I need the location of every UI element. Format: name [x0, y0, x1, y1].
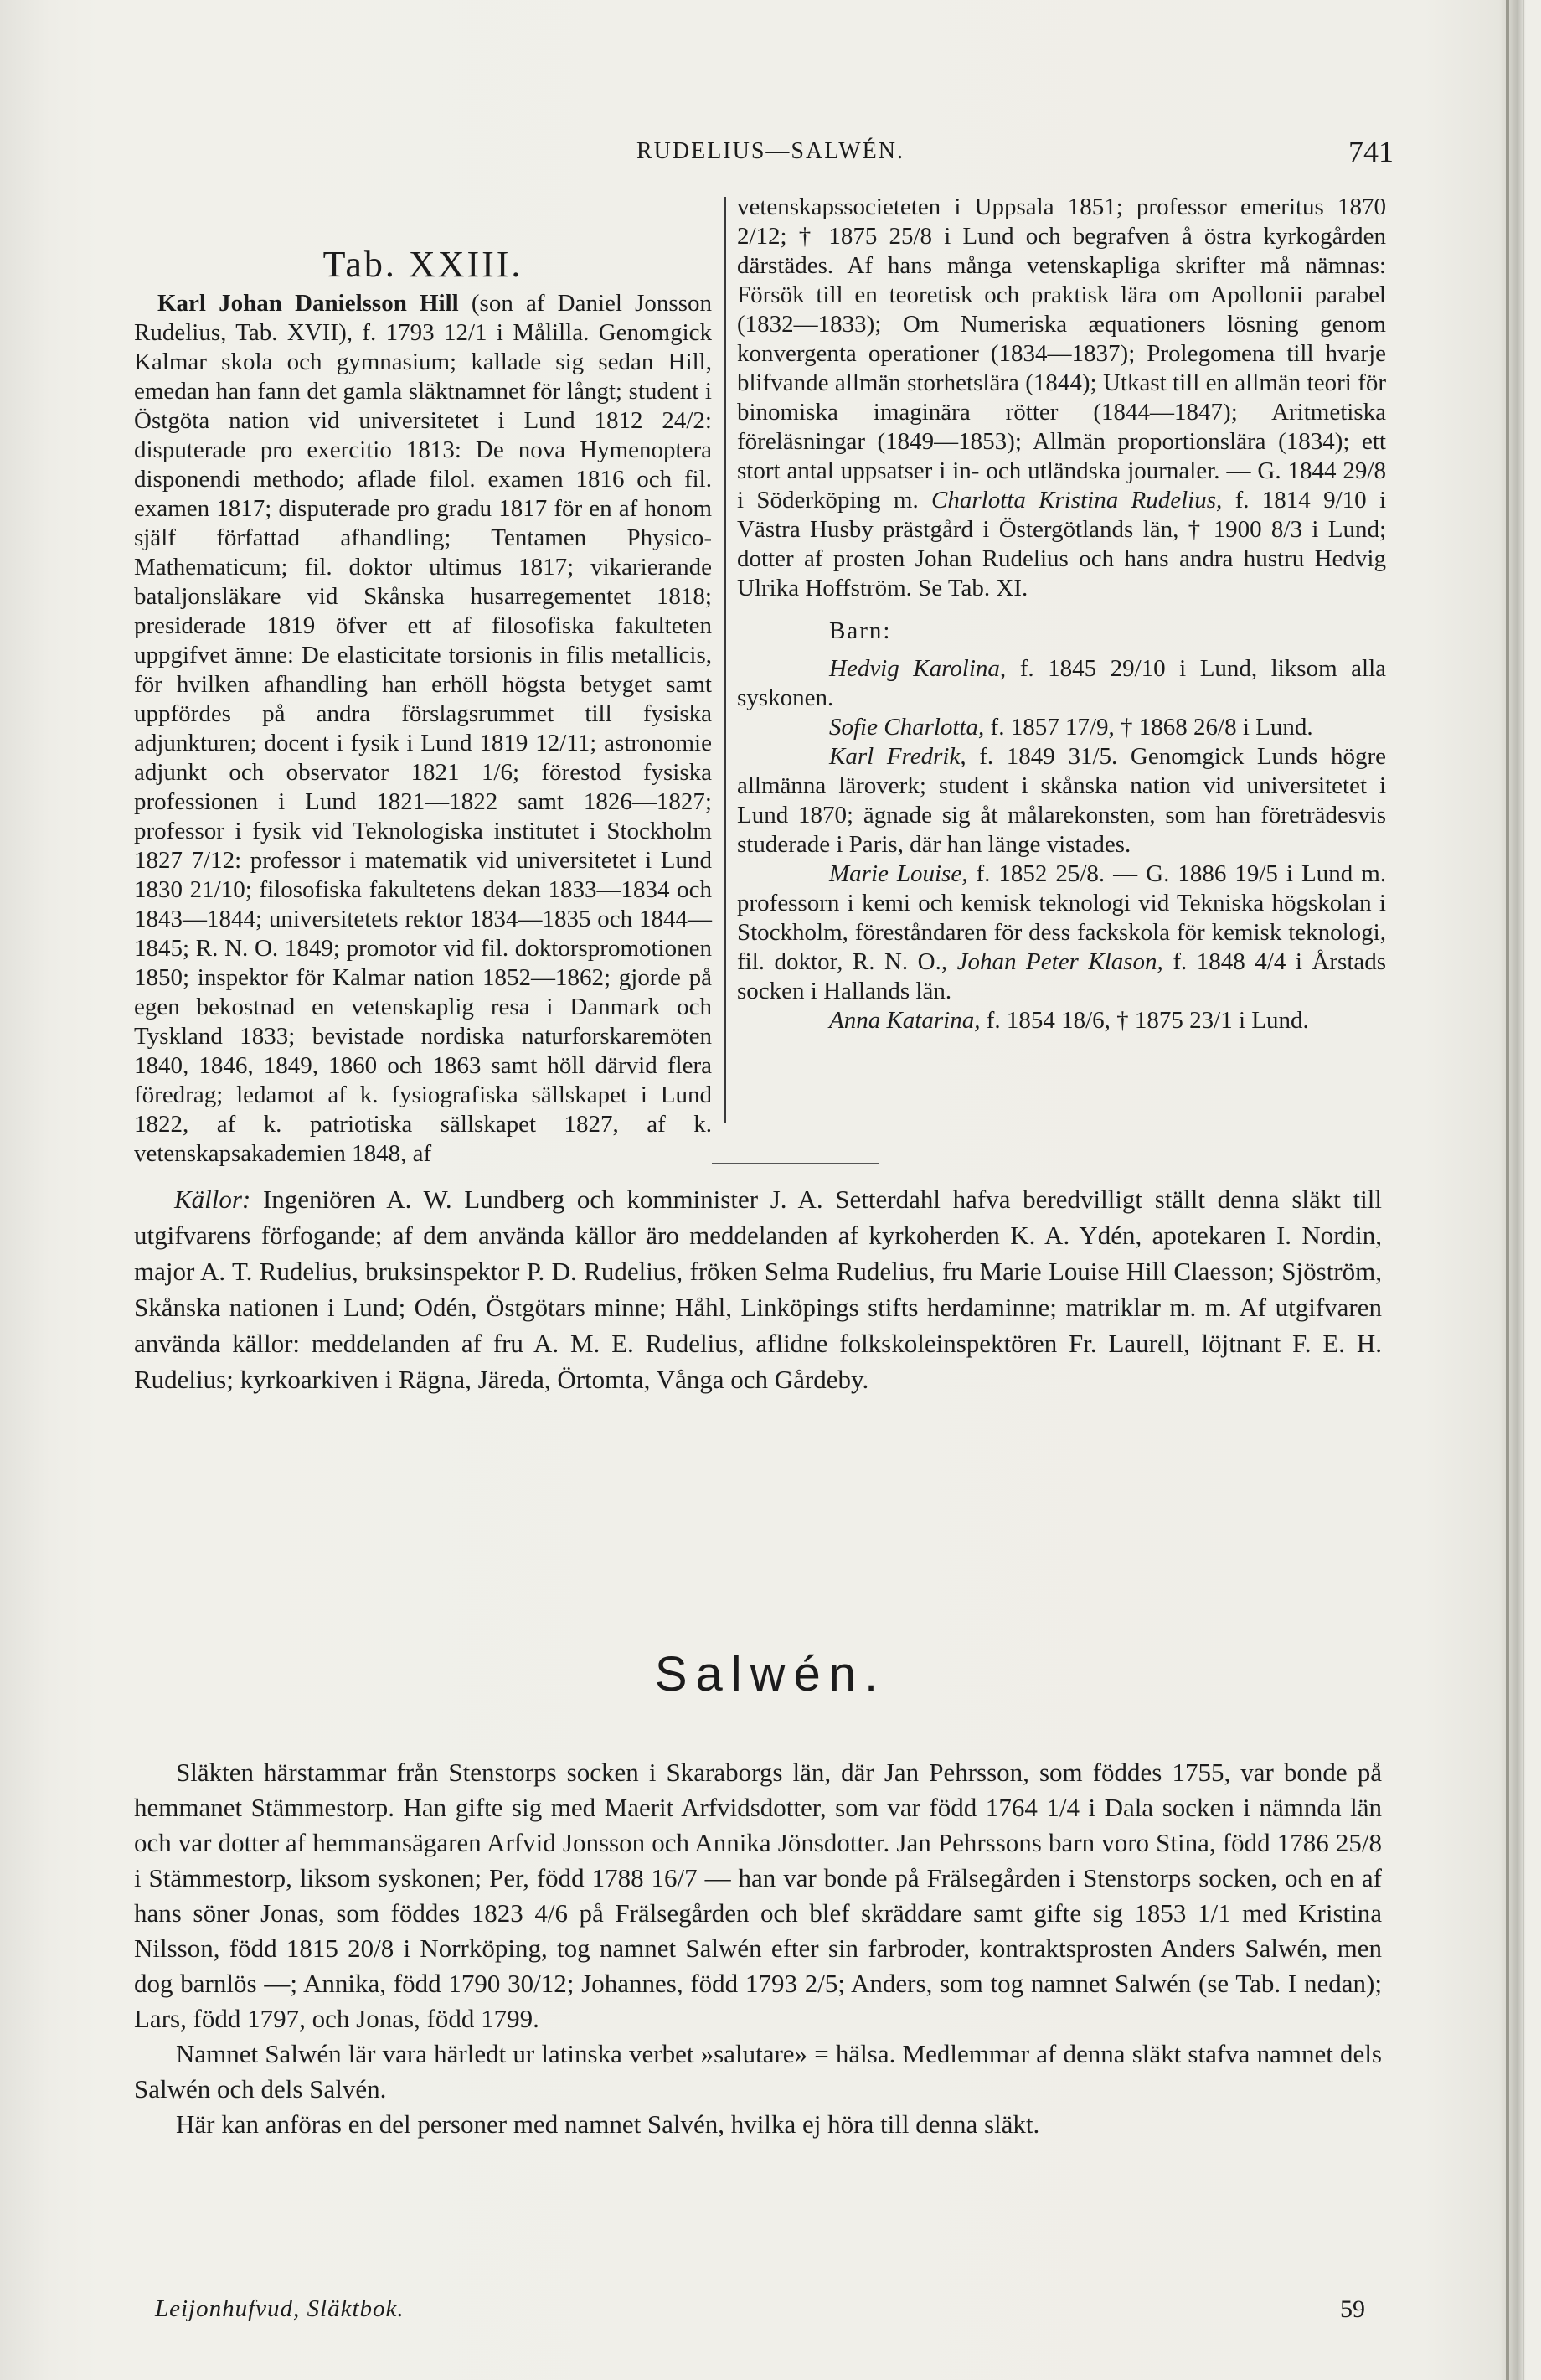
entry-text: (son af Daniel Jonsson Rudelius, Tab. XVII), f. 1793 12/1 i Målilla. Genomgick Kalmar skola och gymnasium; kallade sig sedan Hill, emedan han fann det gamla släktnamnet för långt; student i Östgöta nation vid universitetet i Lund 1812 24/2: disputerade pro exercitio 1813: De nova Hymenoptera disponendi methodo; aflade filol. examen 1816 och fil. examen 1817; disputerade pro gradu 1817 för en af honom själf författad afhandling; Tentamen Physico-Mathematicum; fil. doktor ultimus 1817; vikarierande bataljonsläkare vid Skånska husarregementet 1818; presiderade 1819 öfver ett af filosofiska fakulteten uppgifvet ämne: De elasticitate torsionis in filis metallicis, för hvilken afhandling han erhöll högsta betyget samt uppfördes på andra förslagsrummet till fysiska adjunkturen; docent i fysik i Lund 1819 12/11; astronomie adjunkt och observator 1821 1/6; förestod fysiska professionen i Lund 1821—1822 samt 1826—1827; professor i fysik vid Teknologiska institutet i Stockholm 1827 7/12: professor i matematik vid universitetet i Lund 1830 21/10; filosofiska fakultetens dekan 1833—1834 och 1843—1844; universitetets rektor 1834—1835 och 1844—1845; R. N. O. 1849; promotor vid fil. doktorspromotionen 1850; inspektor för Kalmar nation 1852—1862; gjorde på egen bekostnad en vetenskaplig resa i Danmark och Tyskland 1833; bevistade nordiska naturforskaremöten 1840, 1846, 1849, 1860 och 1863 samt höll därvid flera föredrag; ledamot af k. fysiografiska sällskapet i Lund 1822, af k. patriotiska sällskapet 1827, af k. vetenskapsakademien 1848, af — [134, 290, 713, 1167]
continuation-text: vetenskapssocieteten i Uppsala 1851; professor emeritus 1870 2/12; † 1875 25/8 i Lund och begrafven å östra kyrkogården därstädes. Af hans många vetenskapliga skrifter må nämnas: Försök till en teoretisk och praktisk lära om Apollonii parabel (1832—1833); Om Numeriska æquationers lösning genom konvergenta operationer (1834—1837); Prolegomena till hvarje blifvande allmän storhetslära (1844); Utkast till en allmän teori för binomiska imaginära rötter (1844—1847); Aritmetiska föreläsningar (1849—1853); Allmän proportionslära (1834); ett stort antal uppsatser i in- och utländska journaler. — G. 1844 29/8 i Söderköping m. — [737, 194, 1386, 514]
child-text-after: f. 1848 4/4 i Årstads socken i Hallands län. — [737, 948, 1387, 1004]
child-spouse: Johan Peter Klason, — [956, 948, 1163, 975]
child-text: f. 1845 29/10 i Lund, liksom alla syskonen. — [737, 655, 1386, 711]
child-text: f. 1852 25/8. — G. 1886 19/5 i Lund m. professorn i kemi och kemisk teknologi vid Tekniska högskolan i Stockholm, föreståndaren för dess fackskola för kemisk teknologi, fil. doktor, R. N. O., — [737, 860, 1386, 975]
children-heading: Barn: — [829, 617, 892, 644]
wife-text: f. 1814 9/10 i Västra Husby prästgård i Östergötlands län, † 1900 8/3 i Lund; dotter af prosten Johan Rudelius och hans andra hustru Hedvig Ulrika Hoffström. Se Tab. XI. — [737, 487, 1387, 601]
child-text: f. 1857 17/9, † 1868 26/8 i Lund. — [990, 714, 1313, 741]
running-title: RUDELIUS—SALWÉN. — [636, 138, 904, 164]
footer-signature: 59 — [1340, 2295, 1365, 2323]
entry-name: Karl Johan Danielsson Hill — [157, 290, 459, 317]
child-entry — [737, 1006, 1386, 1035]
salwen-paragraph: Namnet Salwén lär vara härledt ur latinska verbet »salutare» = hälsa. Medlemmar af denna släkt stafva namnet dels Salwén och dels Salvén. — [134, 2039, 1382, 2104]
sources-text: Ingeniören A. W. Lundberg och komminister J. A. Setterdahl hafva beredvilligt ställt denna släkt till utgifvarens förfogande; af dem använda källor äro meddelanden af kyrkoherden K. A. Ydén, apotekaren I. Nordin, major A. T. Rudelius, bruksinspektor P. D. Rudelius, fröken Selma Rudelius, fru Marie Louise Hill Claesson; Sjöström, Skånska nationen i Lund; Odén, Östgötars minne; Håhl, Linköpings stifts herdaminne; matriklar m. m. Af utgifvaren använda källor: meddelanden af fru A. M. E. Rudelius, aflidne folkskoleinspektören Fr. Laurell, löjtnant F. E. H. Rudelius; kyrkoarkiven i Rägna, Järeda, Örtomta, Vånga och Gårdeby. — [134, 1185, 1382, 1394]
child-entry — [737, 860, 1386, 1006]
sources-paragraph — [134, 1181, 1382, 1397]
child-name: Sofie Charlotta, — [829, 714, 985, 741]
entry-paragraph — [134, 289, 712, 1169]
child-entry — [737, 742, 1386, 860]
book-spine-shadow — [1506, 0, 1509, 2380]
left-column — [134, 289, 712, 1169]
child-entry — [737, 654, 1386, 713]
salwen-paragraph: Här kan anföras en del personer med namnet Salvén, hvilka ej höra till denna släkt. — [176, 2109, 1040, 2139]
tab-heading: Tab. XXIII. — [322, 244, 523, 285]
book-spine-edge — [1523, 0, 1524, 2380]
column-divider — [724, 197, 726, 1123]
child-text: f. 1854 18/6, † 1875 23/1 i Lund. — [986, 1007, 1309, 1034]
right-column — [737, 193, 1386, 1035]
salwen-body — [134, 1755, 1382, 2142]
salwen-paragraph: Släkten härstammar från Stenstorps socken i Skaraborgs län, där Jan Pehrsson, som föddes 1755, var bonde på hemmanet Stämmestorp. Han gifte sig med Maerit Arfvidsdotter, som var född 1764 1/4 i Dala socken i nämnda län och var dotter af hemmansägaren Arfvid Jonsson och Annika Jönsdotter. Jan Pehrssons barn voro Stina, född 1786 25/8 i Stämmestorp, liksom syskonen; Per, född 1788 16/7 — han var bonde på Frälsegården i Stenstorps socken, och en af hans söner Jonas, som föddes 1823 4/6 på Frälsegården och blef skräddare samt gifte sig 1853 1/1 med Kristina Nilsson, född 1815 20/8 i Norrköping, tog namnet Salwén efter sin farbroder, kontraktsprosten Anders Salwén, men dog barnlös —; Annika, född 1790 30/12; Johannes, född 1793 2/5; Anders, som tog namnet Salwén (se Tab. I nedan); Lars, född 1797, och Jonas, född 1799. — [134, 1758, 1382, 2033]
child-name: Anna Katarina, — [829, 1007, 981, 1034]
wife-name: Charlotta Kristina Rudelius, — [931, 487, 1223, 514]
child-name: Marie Louise, — [829, 860, 968, 887]
sources-label: Källor: — [174, 1185, 251, 1214]
child-name: Karl Fredrik, — [829, 743, 966, 770]
continuation-paragraph — [737, 193, 1386, 603]
page-number: 741 — [1348, 135, 1394, 168]
child-name: Hedvig Karolina, — [829, 655, 1007, 682]
section-title: Salwén. — [654, 1647, 887, 1701]
footer-book-title: Leijonhufvud, Släktbok. — [155, 2295, 405, 2322]
section-rule — [712, 1163, 879, 1164]
child-text: f. 1849 31/5. Genomgick Lunds högre allmänna läroverk; student i skånska nation vid universitetet i Lund 1870; ägnade sig åt målarekonsten, som han företrädesvis studerade i Paris, där han länge vistades. — [737, 743, 1387, 858]
child-entry — [737, 713, 1386, 742]
